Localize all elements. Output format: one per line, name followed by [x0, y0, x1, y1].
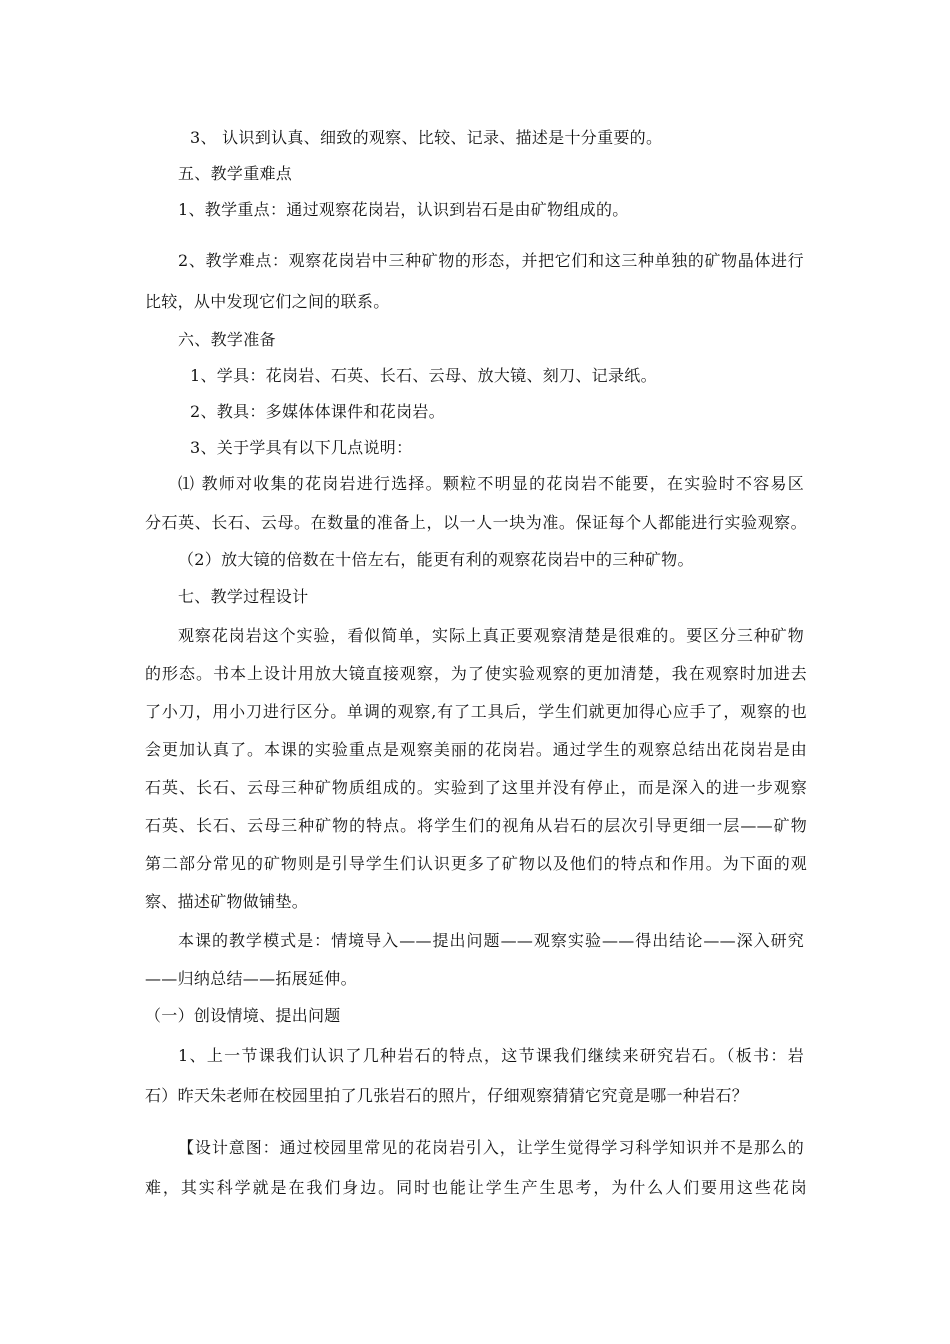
text-line: 3、关于学具有以下几点说明：: [190, 438, 413, 457]
text-line: 石英、长石、云母三种矿物的特点。将学生们的视角从岩石的层次引导更细一层——矿物: [145, 816, 807, 835]
text-line: 石英、长石、云母三种矿物质组成的。实验到了这里并没有停止，而是深入的进一步观察: [145, 778, 807, 797]
text-line: 第二部分常见的矿物则是引导学生们认识更多了矿物以及他们的特点和作用。为下面的观: [145, 854, 807, 873]
text-line: 3、 认识到认真、细致的观察、比较、记录、描述是十分重要的。: [190, 128, 663, 147]
text-line: 石）昨天朱老师在校园里拍了几张岩石的照片，仔细观察猜猜它究竟是哪一种岩石？: [145, 1086, 749, 1105]
text-line: 2、教学难点：观察花岗岩中三种矿物的形态，并把它们和这三种单独的矿物晶体进行: [178, 251, 804, 270]
section-heading: 七、教学过程设计: [178, 587, 309, 606]
text-line: ——归纳总结——拓展延伸。: [145, 969, 357, 988]
text-line: 难，其实科学就是在我们身边。同时也能让学生产生思考，为什么人们要用这些花岗: [145, 1178, 807, 1197]
text-line: 察、描述矿物做铺垫。: [145, 892, 309, 911]
text-line: 比较，从中发现它们之间的联系。: [145, 292, 390, 311]
text-line: 【设计意图：通过校园里常见的花岗岩引入，让学生觉得学习科学知识并不是那么的: [178, 1138, 804, 1157]
text-line: ⑴ 教师对收集的花岗岩进行选择。颗粒不明显的花岗岩不能要，在实验时不容易区: [178, 474, 804, 493]
text-line: 2、教具：多媒体体课件和花岗岩。: [190, 402, 445, 421]
text-line: 本课的教学模式是：情境导入——提出问题——观察实验——得出结论——深入研究: [178, 931, 804, 950]
text-line: 会更加认真了。本课的实验重点是观察美丽的花岗岩。通过学生的观察总结出花岗岩是由: [145, 740, 807, 759]
text-line: （2）放大镜的倍数在十倍左右，能更有利的观察花岗岩中的三种矿物。: [178, 550, 694, 569]
section-heading: 五、教学重难点: [178, 164, 293, 183]
text-line: 1、教学重点：通过观察花岗岩，认识到岩石是由矿物组成的。: [178, 200, 629, 219]
text-line: 观察花岗岩这个实验，看似简单，实际上真正要观察清楚是很难的。要区分三种矿物: [178, 626, 804, 645]
section-heading: （一）创设情境、提出问题: [145, 1006, 341, 1025]
text-line: 分石英、长石、云母。在数量的准备上，以一人一块为准。保证每个人都能进行实验观察。: [145, 513, 807, 532]
text-line: 1、学具：花岗岩、石英、长石、云母、放大镜、刻刀、记录纸。: [190, 366, 657, 385]
text-line: 了小刀，用小刀进行区分。单调的观察,有了工具后，学生们就更加得心应手了，观察的也: [145, 702, 807, 721]
text-line: 1、上一节课我们认识了几种岩石的特点，这节课我们继续来研究岩石。（板书：岩: [178, 1046, 804, 1065]
section-heading: 六、教学准备: [178, 330, 276, 349]
text-line: 的形态。书本上设计用放大镜直接观察，为了使实验观察的更加清楚，我在观察时加进去: [145, 664, 807, 683]
